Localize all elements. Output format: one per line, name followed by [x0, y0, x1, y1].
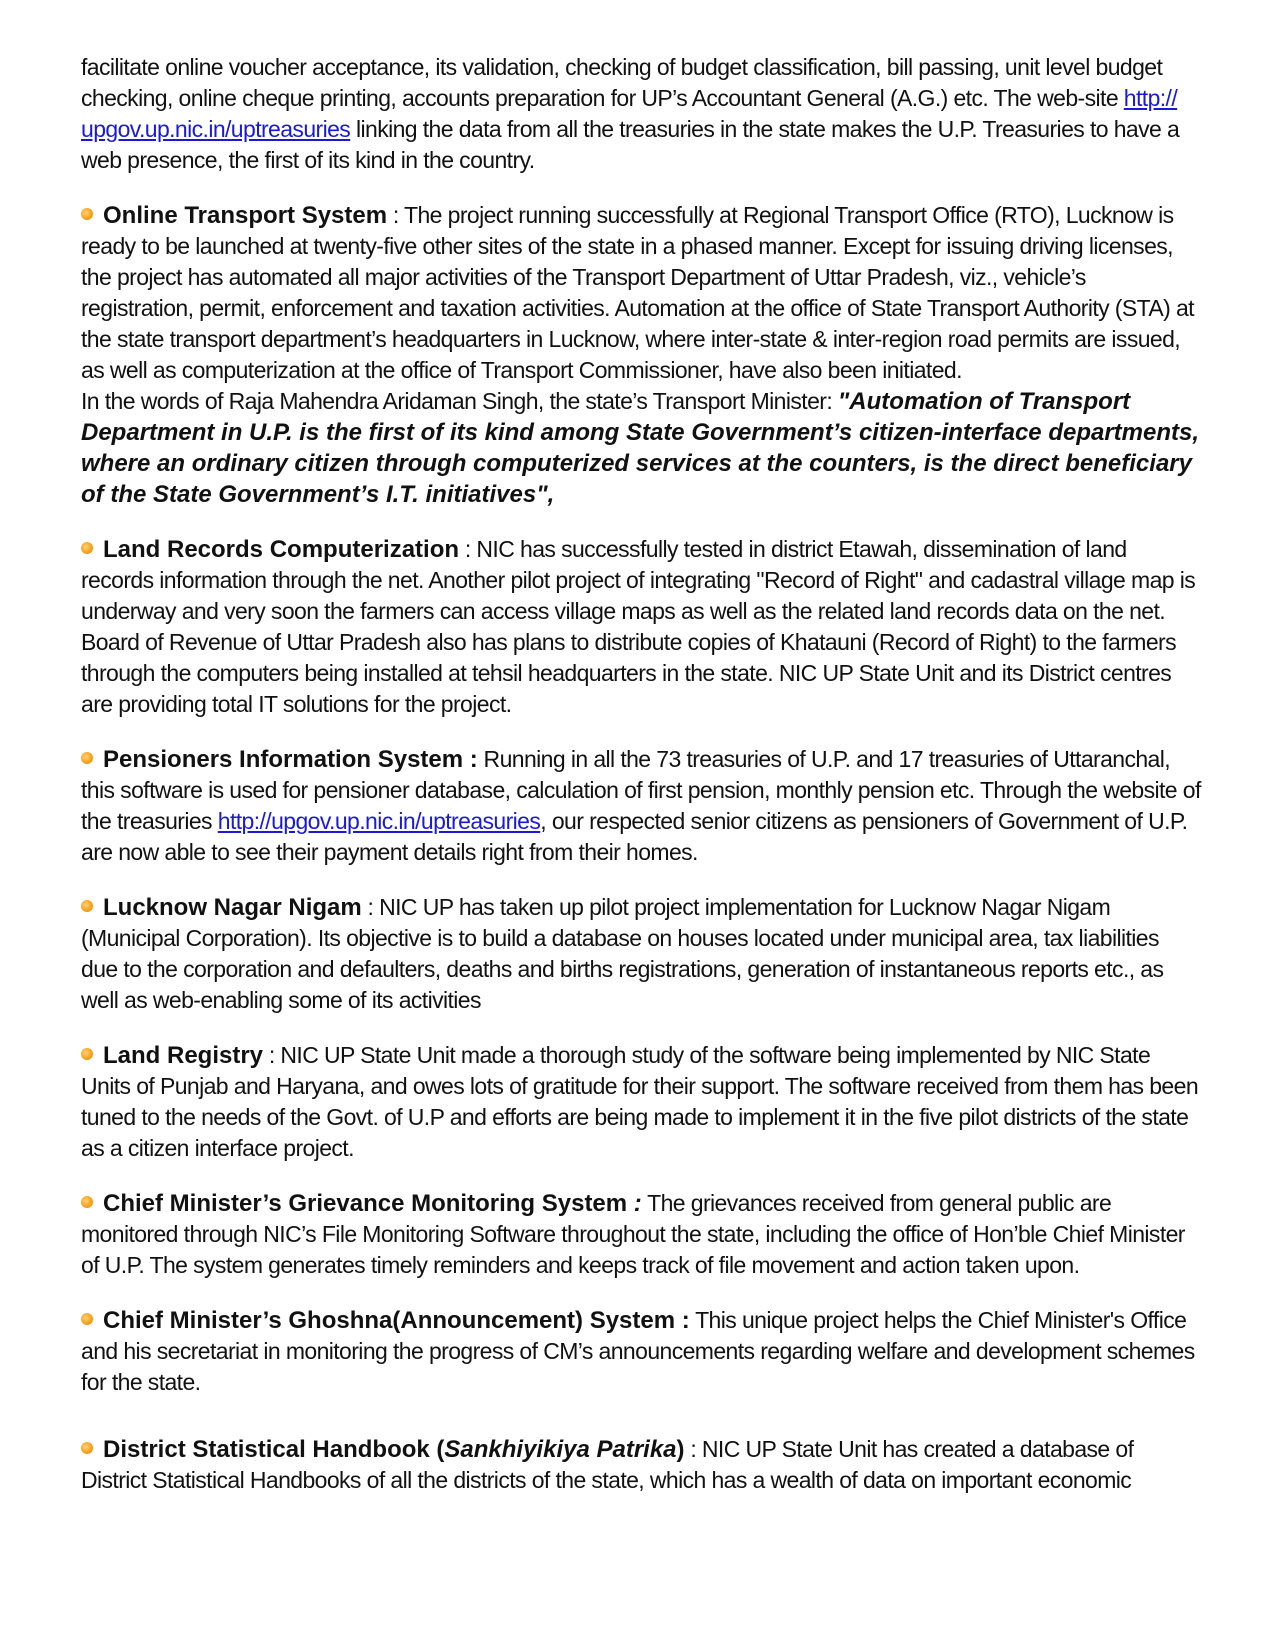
orange-bullet-icon: [81, 900, 93, 912]
section-title: Land Records Computerization: [103, 536, 460, 563]
section-title: Pensioners Information System :: [103, 746, 478, 773]
orange-bullet-icon: [81, 1196, 93, 1208]
section-body: : NIC UP State Unit made a thorough study of the software being implemented by NIC State Units of Punjab and Haryana, and owes lots of gratitude for their support. The software received from them has been tuned to the needs of the Govt. of U.P and efforts are being made to implement it in the five pilot districts of the state as a citizen interface project.: [81, 1042, 1199, 1161]
section-title-italic: Sankhiyikiya Patrika: [444, 1436, 677, 1463]
section-land-records: [81, 534, 1201, 720]
intro-paragraph: [81, 52, 1201, 176]
section-body: Running in all the 73 treasuries of U.P. and 17 treasuries of Uttaranchal, this software is used for pensioner database, calculation of first pension, monthly pension etc. Through the website of the treasuries: [81, 746, 1201, 834]
section-body: : The project running successfully at Regional Transport Office (RTO), Lucknow is ready to be launched at twenty-five other sites of the state in a phased manner. Except for issuing driving licenses, the project has automated all major activities of the Transport Department of Uttar Pradesh, viz., vehicle’s registration, permit, enforcement and taxation activities. Automation at the office of State Transport Authority (STA) at the state transport department’s headquarters in Lucknow, where inter-state & inter-region road permits are issued, as well as computerization at the office of Transport Commissioner, have also been initiated.: [81, 202, 1194, 383]
section-title-colon: :: [627, 1190, 642, 1217]
orange-bullet-icon: [81, 542, 93, 554]
section-lucknow-nagar-nigam: [81, 892, 1201, 1016]
minister-quote: "Automation of Transport Department in U.P. is the first of its kind among State Government’s citizen-interface departments, where an ordinary citizen through computerized services at the counters, is the direct beneficiary of the State Government’s I.T. initiatives",: [81, 388, 1200, 508]
section-land-registry: [81, 1040, 1201, 1164]
section-pensioners: [81, 744, 1201, 868]
section-body-continued: , our respected senior citizens as pensioners of Government of U.P. are now able to see their payment details right from their homes.: [81, 808, 1188, 865]
section-body: : NIC has successfully tested in district Etawah, dissemination of land records information through the net. Another pilot project of integrating "Record of Right" and cadastral village map is underway and very soon the farmers can access village maps as well as the related land records data on the net. Board of Revenue of Uttar Pradesh also has plans to distribute copies of Khatauni (Record of Right) to the farmers through the computers being installed at tehsil headquarters in the state. NIC UP State Unit and its District centres are providing total IT solutions for the project.: [81, 536, 1196, 717]
section-title: Chief Minister’s Grievance Monitoring System: [103, 1190, 628, 1217]
section-title: District Statistical Handbook (: [103, 1436, 445, 1463]
orange-bullet-icon: [81, 1442, 93, 1454]
section-body: : NIC UP has taken up pilot project implementation for Lucknow Nagar Nigam (Municipal Corporation). Its objective is to build a database on houses located under municipal area, tax liabilities due to the corporation and defaulters, deaths and births registrations, generation of instantaneous reports etc., as well as web-enabling some of its activities: [81, 894, 1164, 1013]
pensioners-treasuries-link[interactable]: http://upgov.up.nic.in/uptreasuries: [217, 808, 541, 834]
section-title: Online Transport System: [103, 202, 388, 229]
orange-bullet-icon: [81, 1313, 93, 1325]
section-body: This unique project helps the Chief Minister's Office and his secretariat in monitoring the progress of CM’s announcements regarding welfare and development schemes for the state.: [81, 1307, 1195, 1395]
section-body: : NIC UP State Unit has created a database of District Statistical Handbooks of all the districts of the state, which has a wealth of data on important economic: [81, 1436, 1134, 1493]
section-grievance-monitoring: [81, 1188, 1201, 1281]
section-statistical-handbook: [81, 1434, 1201, 1496]
section-title: Land Registry: [103, 1042, 264, 1069]
orange-bullet-icon: [81, 752, 93, 764]
intro-text-continued: linking the data from all the treasuries in the state makes the U.P. Treasuries to have a web presence, the first of its kind in the country.: [81, 116, 1180, 173]
section-title-close: ): [676, 1436, 685, 1463]
document-page: [81, 52, 1201, 1496]
section-ghoshna-system: [81, 1305, 1201, 1398]
section-body: The grievances received from general public are monitored through NIC’s File Monitoring Software throughout the state, including the office of Hon’ble Chief Minister of U.P. The system generates timely reminders and keeps track of file movement and action taken upon.: [81, 1190, 1185, 1278]
section-title: Chief Minister’s Ghoshna(Announcement) System :: [103, 1307, 690, 1334]
orange-bullet-icon: [81, 1048, 93, 1060]
section-title: Lucknow Nagar Nigam: [103, 894, 362, 921]
section-online-transport: [81, 200, 1201, 510]
orange-bullet-icon: [81, 208, 93, 220]
intro-text: facilitate online voucher acceptance, its validation, checking of budget classification, bill passing, unit level budget checking, online cheque printing, accounts preparation for UP’s Accountant General (A.G.) etc. The web-site: [81, 54, 1163, 111]
quote-intro: In the words of Raja Mahendra Aridaman Singh, the state’s Transport Minister:: [81, 388, 838, 414]
treasuries-link[interactable]: http:// upgov.up.nic.in/uptreasuries: [81, 85, 1178, 142]
